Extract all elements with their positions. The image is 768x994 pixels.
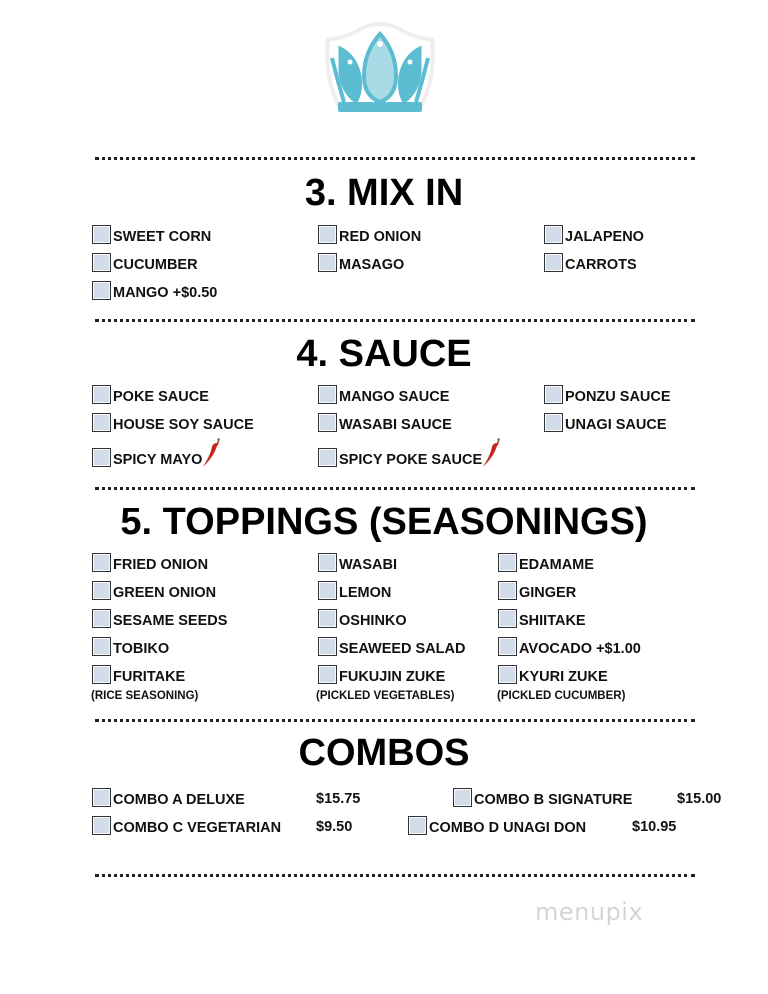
checkbox[interactable] [544,413,563,432]
divider [95,319,695,322]
checkbox[interactable] [92,788,111,807]
checkbox[interactable] [92,553,111,572]
option-ponzu-sauce[interactable]: PONZU SAUCE [544,383,671,405]
checkbox[interactable] [92,281,111,300]
checkbox[interactable] [92,253,111,272]
checkbox[interactable] [318,609,337,628]
section-title-mix-in: 3. MIX IN [304,172,464,214]
option-mango-sauce[interactable]: MANGO SAUCE [318,383,449,405]
option-edamame[interactable]: EDAMAME [498,551,594,573]
checkbox[interactable] [498,637,517,656]
option-tobiko[interactable]: TOBIKO [92,635,169,657]
option-combo-a[interactable]: COMBO A DELUXE [92,786,245,808]
option-poke-sauce[interactable]: POKE SAUCE [92,383,209,405]
option-spicy-poke-sauce[interactable]: SPICY POKE SAUCE [318,446,502,468]
option-spicy-mayo[interactable]: SPICY MAYO [92,446,222,468]
option-red-onion[interactable]: RED ONION [318,223,421,245]
option-mango[interactable]: MANGO +$0.50 [92,279,217,301]
checkbox[interactable] [92,581,111,600]
price-combo-b: $15.00 [677,791,722,807]
checkbox[interactable] [92,816,111,835]
note-pickled-vegetables: (PICKLED VEGETABLES) [316,690,455,702]
checkbox[interactable] [92,225,111,244]
option-sweet-corn[interactable]: SWEET CORN [92,223,211,245]
divider [95,719,695,722]
checkbox[interactable] [92,448,111,467]
checkbox[interactable] [453,788,472,807]
checkbox[interactable] [92,385,111,404]
option-jalapeno[interactable]: JALAPENO [544,223,644,245]
divider [95,157,695,160]
checkbox[interactable] [318,581,337,600]
option-wasabi-sauce[interactable]: WASABI SAUCE [318,411,452,433]
checkbox[interactable] [544,225,563,244]
checkbox[interactable] [318,225,337,244]
option-seaweed-salad[interactable]: SEAWEED SALAD [318,635,466,657]
option-kyuri-zuke[interactable]: KYURI ZUKE [498,663,608,685]
option-oshinko[interactable]: OSHINKO [318,607,407,629]
section-title-sauce: 4. SAUCE [296,333,472,375]
checkbox[interactable] [92,665,111,684]
price-combo-c: $9.50 [316,819,353,835]
section-title-combos: COMBOS [298,732,470,774]
checkbox[interactable] [544,253,563,272]
option-house-soy-sauce[interactable]: HOUSE SOY SAUCE [92,411,254,433]
price-combo-d: $10.95 [632,819,677,835]
chili-pepper-icon [200,438,222,468]
note-rice-seasoning: (RICE SEASONING) [91,690,199,702]
option-combo-c[interactable]: COMBO C VEGETARIAN [92,814,281,836]
checkbox[interactable] [318,253,337,272]
checkbox[interactable] [318,448,337,467]
checkbox[interactable] [318,553,337,572]
option-unagi-sauce[interactable]: UNAGI SAUCE [544,411,667,433]
option-green-onion[interactable]: GREEN ONION [92,579,216,601]
option-masago[interactable]: MASAGO [318,251,404,273]
note-pickled-cucumber: (PICKLED CUCUMBER) [497,690,626,702]
checkbox[interactable] [92,413,111,432]
checkbox[interactable] [318,665,337,684]
option-shiitake[interactable]: SHIITAKE [498,607,586,629]
checkbox[interactable] [498,553,517,572]
option-cucumber[interactable]: CUCUMBER [92,251,198,273]
option-avocado[interactable]: AVOCADO +$1.00 [498,635,641,657]
option-combo-b[interactable]: COMBO B SIGNATURE [453,786,632,808]
checkbox[interactable] [498,581,517,600]
checkbox[interactable] [92,609,111,628]
option-furitake[interactable]: FURITAKE [92,663,185,685]
checkbox[interactable] [92,637,111,656]
checkbox[interactable] [498,665,517,684]
divider [95,874,695,877]
divider [95,487,695,490]
price-combo-a: $15.75 [316,791,361,807]
checkbox[interactable] [544,385,563,404]
checkbox[interactable] [408,816,427,835]
option-combo-d[interactable]: COMBO D UNAGI DON [408,814,586,836]
option-fukujin-zuke[interactable]: FUKUJIN ZUKE [318,663,445,685]
option-ginger[interactable]: GINGER [498,579,576,601]
checkbox[interactable] [318,385,337,404]
option-wasabi[interactable]: WASABI [318,551,397,573]
watermark: menupix [535,898,644,926]
option-sesame-seeds[interactable]: SESAME SEEDS [92,607,227,629]
chili-pepper-icon [480,438,502,468]
checkbox[interactable] [498,609,517,628]
option-carrots[interactable]: CARROTS [544,251,637,273]
section-title-toppings: 5. TOPPINGS (SEASONINGS) [120,501,648,543]
crown-logo-icon [318,22,442,124]
option-fried-onion[interactable]: FRIED ONION [92,551,208,573]
option-lemon[interactable]: LEMON [318,579,391,601]
checkbox[interactable] [318,413,337,432]
checkbox[interactable] [318,637,337,656]
